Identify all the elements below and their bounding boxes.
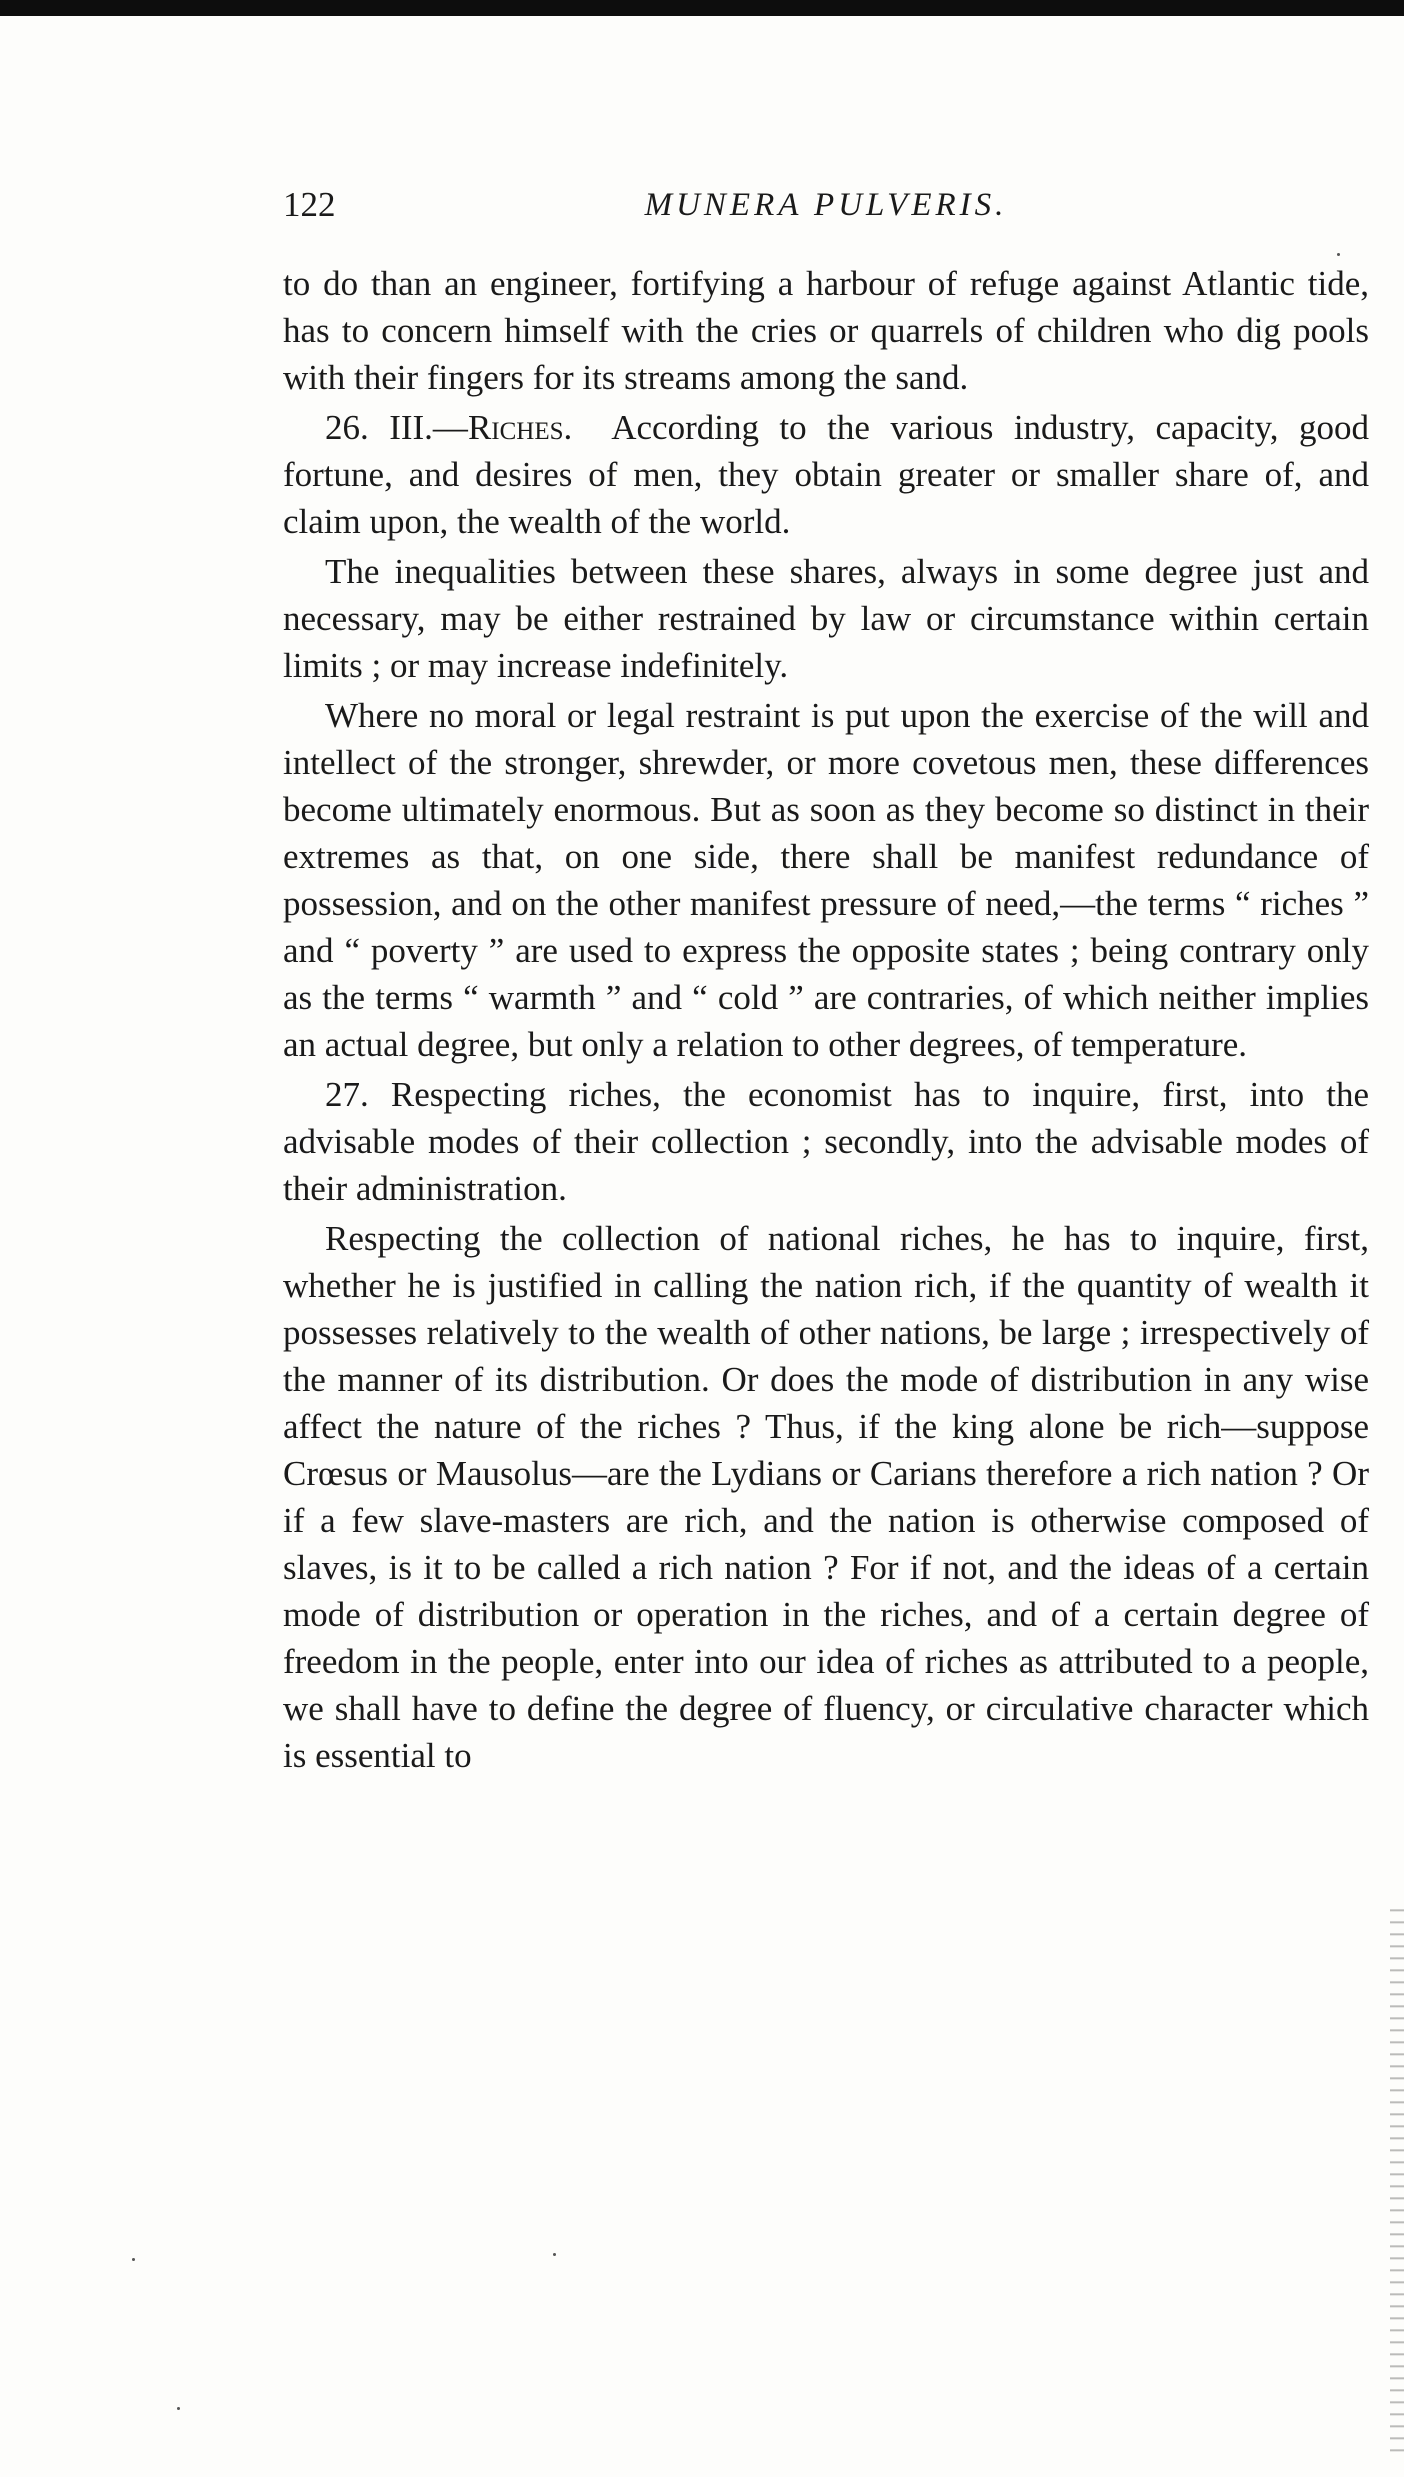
top-scan-border (0, 0, 1404, 16)
paragraph-collection: Respecting the collection of national riches, he has to inquire, first, whether he is justified in calling the nation rich, if the quantity of wealth it possesses relatively to the wealth of other nations, be large ; irrespectively of the manner of its distribution. Or does the mode of distribution in any wise affect the nature of the riches ? Thus, if the king alone be rich—suppose Crœsus or Mausolus—are the Lydians or Carians therefore a rich nation ? Or if a few slave-masters are rich, and the nation is otherwise composed of slaves, is it to be called a rich nation ? For if not, and the ideas of a certain mode of distribution or operation in the riches, and of a certain degree of freedom in the people, enter into our idea of riches as attributed to a people, we shall have to define the degree of fluency, or circulative character which is essential to (283, 1219, 1369, 1775)
paragraph-section-26 (283, 404, 1369, 545)
paragraph-continuation: to do than an engineer, fortifying a harbour of refuge against Atlantic tide, has to concern himself with the cries or quarrels of children who dig pools with their fingers for its streams among the sand. (283, 264, 1369, 397)
paragraph-section-27: 27. Respecting riches, the economist has to inquire, first, into the advisable modes of their collection ; secondly, into the advisable modes of their administration. (283, 1075, 1369, 1208)
scan-speck (132, 2258, 135, 2261)
scan-speck (177, 2407, 180, 2410)
scan-edge-noise (1390, 1900, 1404, 2460)
body-text (283, 260, 1369, 1779)
running-title: MUNERA PULVERIS. (644, 187, 1008, 223)
page-header (283, 180, 1369, 230)
section-number: 26. III.— (325, 408, 468, 447)
section-heading: Riches. (467, 408, 573, 447)
section-26-text: According to the various industry, capacity, good fortune, and desires of men, they obtain greater or smaller share of, and claim upon, the wealth of the world. (283, 408, 1369, 541)
scan-speck (553, 2253, 556, 2256)
paragraph-inequalities: The inequalities between these shares, always in some degree just and necessary, may be either restrained by law or circumstance within certain limits ; or may increase indefinitely. (283, 552, 1369, 685)
page-number: 122 (283, 185, 336, 224)
paragraph-restraint: Where no moral or legal restraint is put upon the exercise of the will and intellect of the stronger, shrewder, or more covetous men, these differences become ultimately enormous. But as soon as they become so distinct in their extremes as that, on one side, there shall be manifest redundance of possession, and on the other manifest pressure of need,—the terms “ riches ” and “ poverty ” are used to express the opposite states ; being contrary only as the terms “ warmth ” and “ cold ” are contraries, of which neither implies an actual degree, but only a relation to other degrees, of temperature. (283, 696, 1369, 1064)
scan-speck (1337, 253, 1340, 256)
